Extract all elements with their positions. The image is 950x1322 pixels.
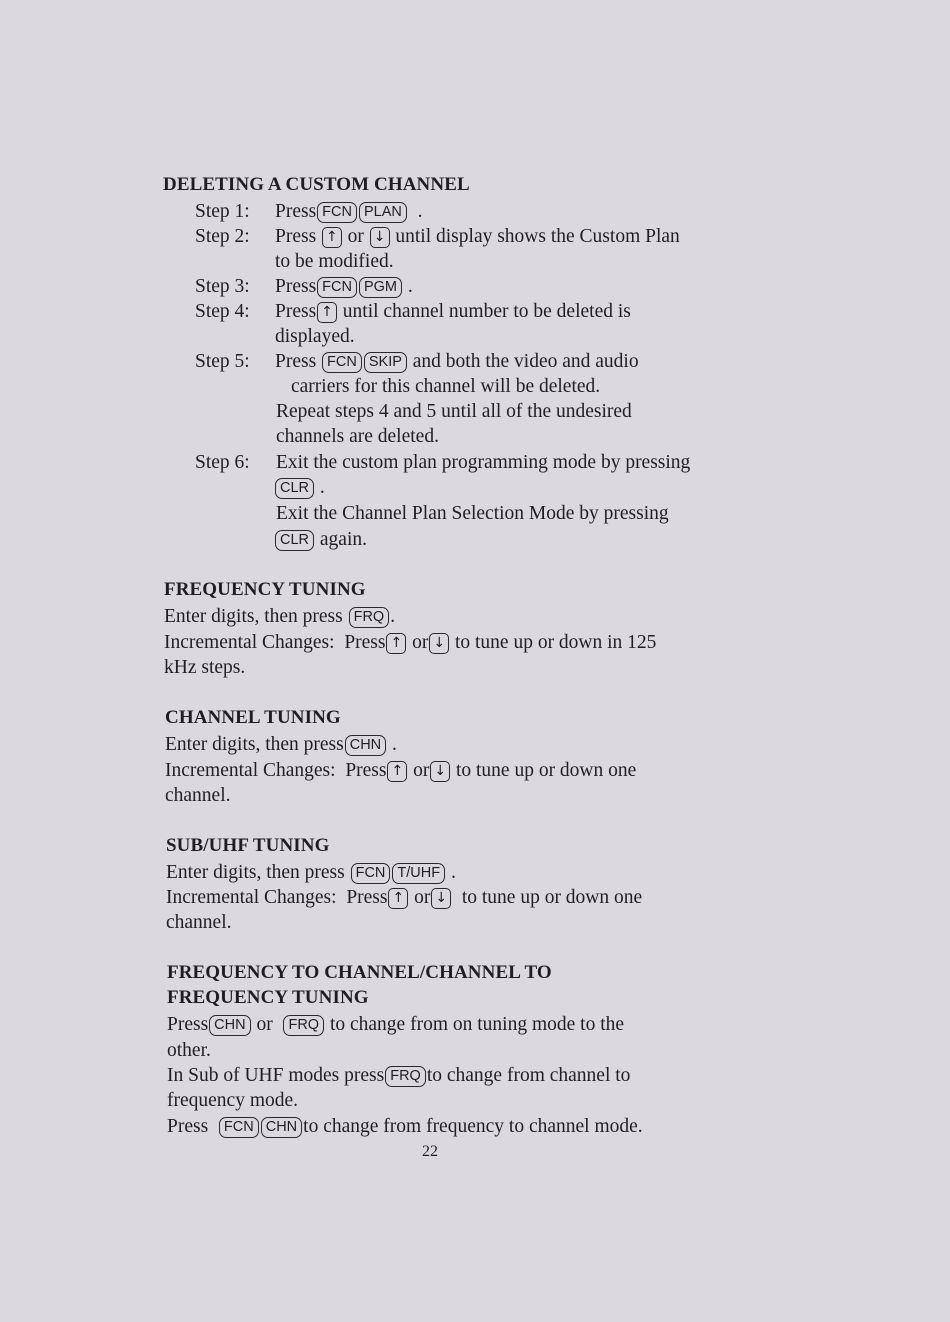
or-text: or — [412, 632, 429, 653]
period: . — [407, 276, 413, 297]
pgm-key: PGM — [359, 277, 402, 298]
press-text: Press — [275, 201, 317, 222]
down-arrow-key: ↓ — [430, 761, 450, 782]
step-6-line-2: Exit the Channel Plan Selection Mode by pressing — [276, 503, 669, 524]
up-arrow-key: ↑ — [387, 761, 407, 782]
press-text: Press — [345, 760, 387, 781]
up-arrow-key: ↑ — [317, 302, 337, 323]
step-2-continuation: to be modified. — [275, 251, 394, 272]
clr-key: CLR — [275, 530, 314, 551]
chn-key: CHN — [209, 1015, 250, 1036]
step-4-label: Step 4: — [195, 301, 250, 322]
section-title-sub-uhf-tuning: SUB/UHF TUNING — [166, 835, 330, 856]
frq-key: FRQ — [385, 1066, 426, 1087]
section-title-freq-to-channel-line-2: FREQUENCY TUNING — [167, 987, 369, 1008]
press-text: Press — [346, 887, 388, 908]
fcn-key: FCN — [351, 863, 391, 884]
incremental-changes-text: Incremental Changes: — [165, 760, 336, 781]
channel-incremental-line — [165, 758, 636, 783]
step-3-label: Step 3: — [195, 276, 250, 297]
frq-key: FRQ — [349, 607, 390, 628]
section-title-freq-to-channel-line-1: FREQUENCY TO CHANNEL/CHANNEL TO — [167, 962, 552, 983]
press-text: Press — [275, 226, 317, 247]
frq-key: FRQ — [283, 1015, 324, 1036]
f2c-line-1-rest: to change from on tuning mode to the — [329, 1014, 625, 1035]
step-5-label: Step 5: — [195, 351, 250, 372]
step-5-repeat-line-2: channels are deleted. — [276, 426, 439, 447]
step-6-clr-line — [274, 475, 325, 500]
press-text: Press — [275, 276, 317, 297]
section-title-channel-tuning: CHANNEL TUNING — [165, 707, 341, 728]
step-6-label: Step 6: — [195, 452, 250, 473]
press-text: Press — [275, 301, 317, 322]
step-2-rest: until display shows the Custom Plan — [395, 226, 680, 247]
period: . — [319, 477, 325, 498]
or-text: or — [256, 1014, 273, 1035]
period: . — [392, 734, 397, 755]
f2c-line-5-rest: to change from frequency to channel mode. — [303, 1116, 643, 1137]
sub-uhf-modes-text: In Sub of UHF modes press — [167, 1065, 385, 1086]
fcn-key: FCN — [322, 352, 362, 373]
sub-uhf-rest-text: to tune up or down one — [461, 887, 643, 908]
step-5-rest: and both the video and audio — [412, 351, 639, 372]
frequency-continuation: kHz steps. — [164, 657, 246, 678]
channel-continuation: channel. — [165, 785, 231, 806]
step-6-clr-again-line — [274, 527, 367, 552]
or-text: or — [347, 226, 364, 247]
f2c-line-4: frequency mode. — [167, 1090, 299, 1111]
channel-rest-text: to tune up or down one — [455, 760, 637, 781]
fcn-key: FCN — [219, 1117, 259, 1138]
enter-digits-text: Enter digits, then press — [166, 862, 345, 883]
step-4-text — [275, 299, 631, 324]
step-2-text — [275, 224, 680, 249]
down-arrow-key: ↓ — [429, 633, 449, 654]
down-arrow-key: ↓ — [370, 227, 390, 248]
step-4-rest: until channel number to be deleted is — [342, 301, 631, 322]
step-3-text — [275, 274, 413, 299]
fcn-key: FCN — [317, 277, 357, 298]
up-arrow-key: ↑ — [388, 888, 408, 909]
step-1-text — [275, 199, 423, 224]
sub-uhf-incremental-line — [166, 885, 642, 910]
fcn-key: FCN — [317, 202, 357, 223]
press-text: Press — [167, 1116, 209, 1137]
or-text: or — [414, 887, 431, 908]
press-text: Press — [167, 1014, 209, 1035]
page-number: 22 — [422, 1143, 438, 1160]
step-2-label: Step 2: — [195, 226, 250, 247]
section-title-deleting: DELETING A CUSTOM CHANNEL — [163, 174, 470, 195]
f2c-line-5 — [167, 1114, 643, 1139]
down-arrow-key: ↓ — [431, 888, 451, 909]
up-arrow-key: ↑ — [322, 227, 342, 248]
clr-key: CLR — [275, 478, 314, 499]
frequency-incremental-line — [164, 630, 656, 655]
sub-uhf-continuation: channel. — [166, 912, 232, 933]
skip-key: SKIP — [364, 352, 407, 373]
or-text: or — [413, 760, 430, 781]
period: . — [417, 201, 423, 222]
frequency-rest-text: to tune up or down in 125 — [454, 632, 657, 653]
sub-uhf-enter-line — [166, 860, 456, 885]
step-1-label: Step 1: — [195, 201, 250, 222]
f2c-line-3-rest: to change from channel to — [426, 1065, 631, 1086]
frequency-enter-line — [164, 604, 395, 629]
section-title-frequency-tuning: FREQUENCY TUNING — [164, 579, 366, 600]
again-text: again. — [319, 529, 367, 550]
press-text: Press — [275, 351, 317, 372]
f2c-line-3 — [167, 1063, 630, 1088]
chn-key: CHN — [261, 1117, 302, 1138]
incremental-changes-text: Incremental Changes: — [164, 632, 335, 653]
step-5-repeat-line-1: Repeat steps 4 and 5 until all of the undesired — [276, 401, 632, 422]
plan-key: PLAN — [359, 202, 407, 223]
enter-digits-text: Enter digits, then press — [165, 734, 344, 755]
channel-enter-line — [165, 732, 397, 757]
up-arrow-key: ↑ — [386, 633, 406, 654]
period: . — [450, 862, 456, 883]
step-4-continuation: displayed. — [275, 326, 355, 347]
f2c-line-1 — [167, 1012, 624, 1037]
period: . — [390, 606, 396, 627]
f2c-line-2: other. — [167, 1040, 211, 1061]
incremental-changes-text: Incremental Changes: — [166, 887, 337, 908]
press-text: Press — [344, 632, 386, 653]
chn-key: CHN — [345, 735, 386, 756]
step-6-line-1: Exit the custom plan programming mode by pressing — [276, 452, 691, 473]
t-uhf-key: T/UHF — [392, 863, 445, 884]
step-5-continuation: carriers for this channel will be deleted. — [291, 376, 601, 397]
step-5-text — [275, 349, 639, 374]
enter-digits-text: Enter digits, then press — [164, 606, 343, 627]
